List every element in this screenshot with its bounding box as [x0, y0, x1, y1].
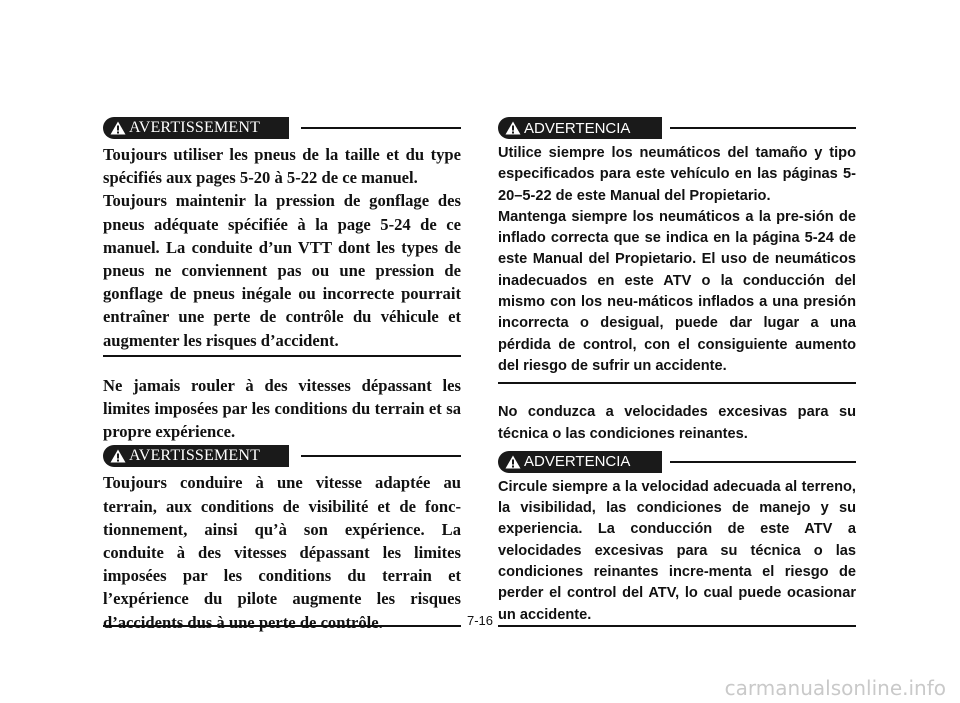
warning-header-2: [103, 445, 461, 469]
warning-badge: [103, 445, 289, 467]
warning-badge: [498, 117, 662, 139]
warning-triangle-icon: [110, 449, 126, 463]
body-text: Ne jamais rouler à des vitesses dépassant les limites imposées par les conditions du terrain et sa propre expérience.: [103, 375, 461, 442]
divider: [670, 461, 856, 463]
warning-badge: [498, 451, 662, 473]
warning-header-1: [498, 117, 856, 141]
warning-header-1: [103, 117, 461, 141]
footer-divider-right: [498, 625, 856, 627]
divider: [498, 382, 856, 384]
warning-triangle-icon: [505, 121, 521, 135]
body-text: No conduzca a velocidades excesivas para su técnica o las condiciones reinantes.: [498, 404, 856, 442]
warning-label: ADVERTENCIA: [524, 119, 631, 137]
watermark: carmanualsonline.info: [724, 676, 946, 700]
warning-text: Utilice siempre los neumáticos del tamaño y tipo especificados para este vehículo en las páginas 5-20–5-22 de este Manual del Propietario.: [498, 145, 856, 204]
warning-badge: [103, 117, 289, 139]
warning-header-2: [498, 451, 856, 475]
french-column: [103, 117, 461, 634]
warning-label: ADVERTENCIA: [524, 453, 631, 471]
warning-label: AVERTISSEMENT: [129, 447, 261, 465]
warning-text: Circule siempre a la velocidad adecuada al terreno, la visibilidad, las condiciones de manejo y su experiencia. La conducción de este ATV a velocidades excesivas para su técnica o las condiciones reinantes incre-menta el riesgo de perder el control del ATV, lo cual puede ocasionar un accidente.: [498, 478, 856, 623]
page-number: 7-16: [466, 613, 494, 628]
spanish-column: [498, 117, 856, 626]
divider: [670, 127, 856, 129]
divider: [103, 355, 461, 357]
warning-text: Mantenga siempre los neumáticos a la pre-sión de inflado correcta que se indica en la página 5-24 de este Manual del Propietario. El uso de neumáticos inadecuados en este ATV o la conducción del mismo con los neu-máticos inflados a una presión incorrecta o desigual, puede dar lugar a una pérdida de control, con el consiguiente aumento del riesgo de sufrir un accidente.: [498, 208, 856, 374]
warning-text: Toujours conduire à une vitesse adaptée au terrain, aux conditions de visibilité et de fonc-tionnement, ainsi qu’à son expérience. La conduite à des vitesses dépassant les limites imposées par les conditions du terrain et l’expérience du pilote augmente les risques d’accidents dus à une perte de contrôle.: [103, 473, 461, 632]
warning-triangle-icon: [505, 455, 521, 469]
divider: [301, 127, 461, 129]
warning-label: AVERTISSEMENT: [129, 119, 261, 136]
warning-triangle-icon: [110, 121, 126, 135]
divider: [301, 455, 461, 457]
warning-text: Toujours utiliser les pneus de la taille et du type spécifiés aux pages 5-20 à 5-22 de ce manuel.: [103, 145, 461, 188]
warning-text: Toujours maintenir la pression de gonflage des pneus adéquate spécifiée à la page 5-24 de ce manuel. La conduite d’un VTT dont les types de pneus ne conviennent pas ou une pression de gonflage de pneus inégale ou incorrecte pourrait entraîner une perte de contrôle du véhicule et augmenter les risques d’accident.: [103, 191, 461, 350]
